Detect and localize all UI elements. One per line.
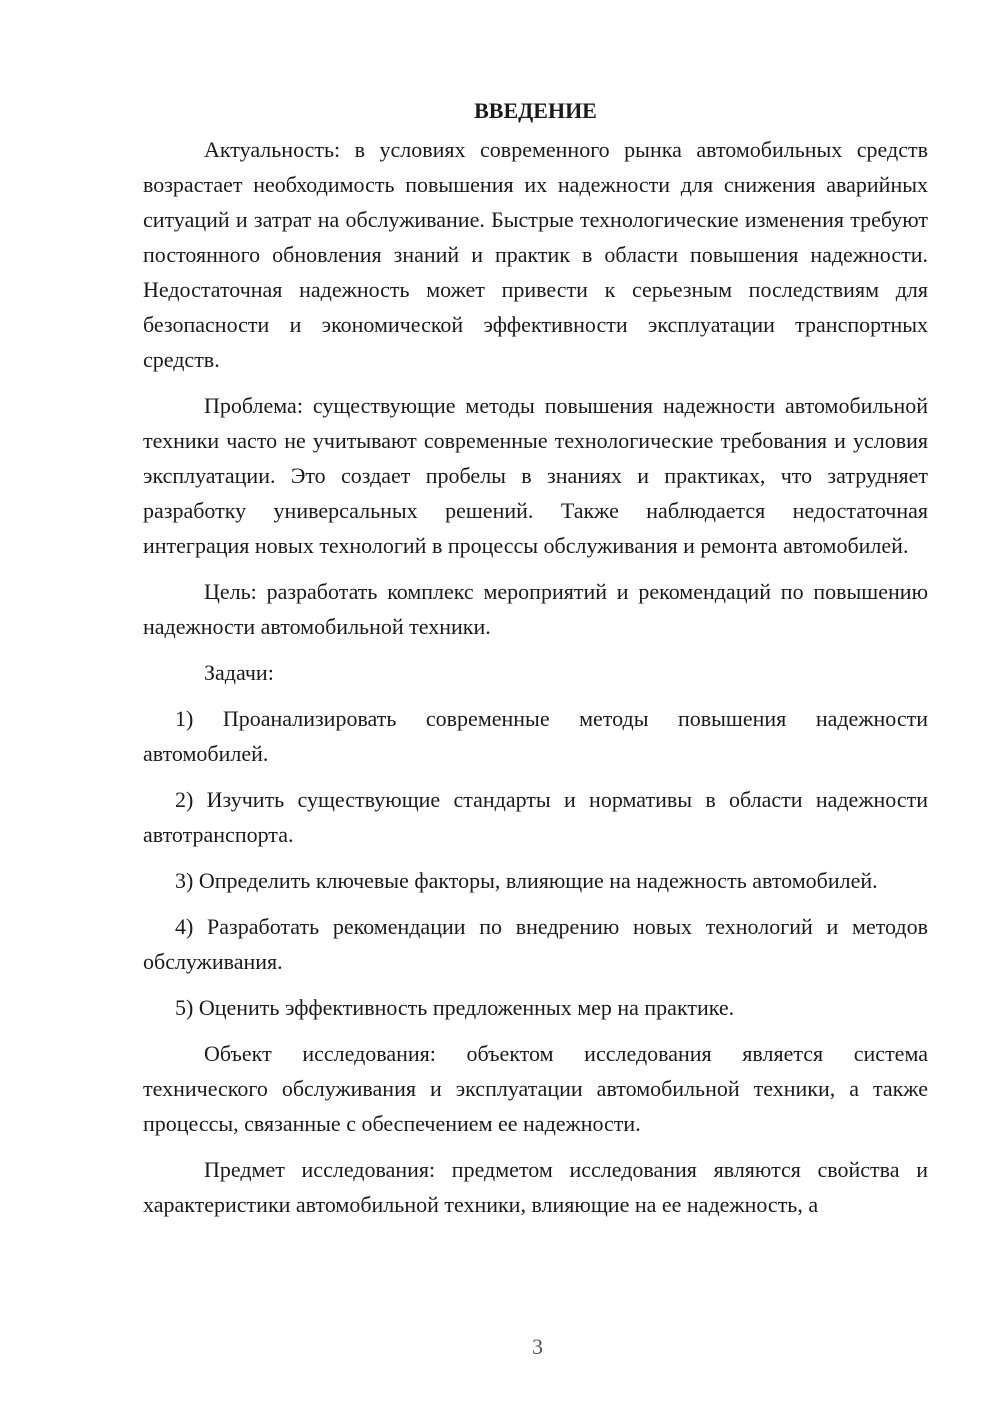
task-item: 1) Проанализировать современные методы повышения надежности автомобилей. — [143, 706, 928, 766]
section-title: ВВЕДЕНИЕ — [474, 98, 597, 123]
task-item: 3) Определить ключевые факторы, влияющие на надежность автомобилей. — [175, 868, 878, 893]
paragraph-subject: Предмет исследования: предметом исследования являются свойства и характеристики автомобильной техники, влияющие на ее надежность, а — [143, 1157, 928, 1217]
task-item: 4) Разработать рекомендации по внедрению новых технологий и методов обслуживания. — [143, 914, 928, 974]
paragraph-goal: Цель: разработать комплекс мероприятий и рекомендаций по повышению надежности автомобильной техники. — [143, 579, 928, 639]
paragraph-problem: Проблема: существующие методы повышения надежности автомобильной техники часто не учитывают современные технологические требования и условия эксплуатации. Это создает пробелы в знаниях и практиках, что затрудняет разработку универсальных решений. Также наблюдается недостаточная интеграция новых технологий в процессы обслуживания и ремонта автомобилей. — [143, 393, 928, 558]
paragraph-relevance: Актуальность: в условиях современного рынка автомобильных средств возрастает необходимость повышения их надежности для снижения аварийных ситуаций и затрат на обслуживание. Быстрые технологические изменения требуют постоянного обновления знаний и практик в области повышения надежности. Недостаточная надежность может привести к серьезным последствиям для безопасности и экономической эффективности эксплуатации транспортных средств. — [143, 137, 928, 372]
document-body — [143, 93, 928, 1233]
paragraph-object: Объект исследования: объектом исследования является система технического обслуживания и эксплуатации автомобильной техники, а также процессы, связанные с обеспечением ее надежности. — [143, 1041, 928, 1136]
task-item: 2) Изучить существующие стандарты и нормативы в области надежности автотранспорта. — [143, 787, 928, 847]
tasks-heading: Задачи: — [204, 660, 274, 685]
page-number: 3 — [532, 1334, 543, 1359]
task-item: 5) Оценить эффективность предложенных мер на практике. — [175, 995, 735, 1020]
